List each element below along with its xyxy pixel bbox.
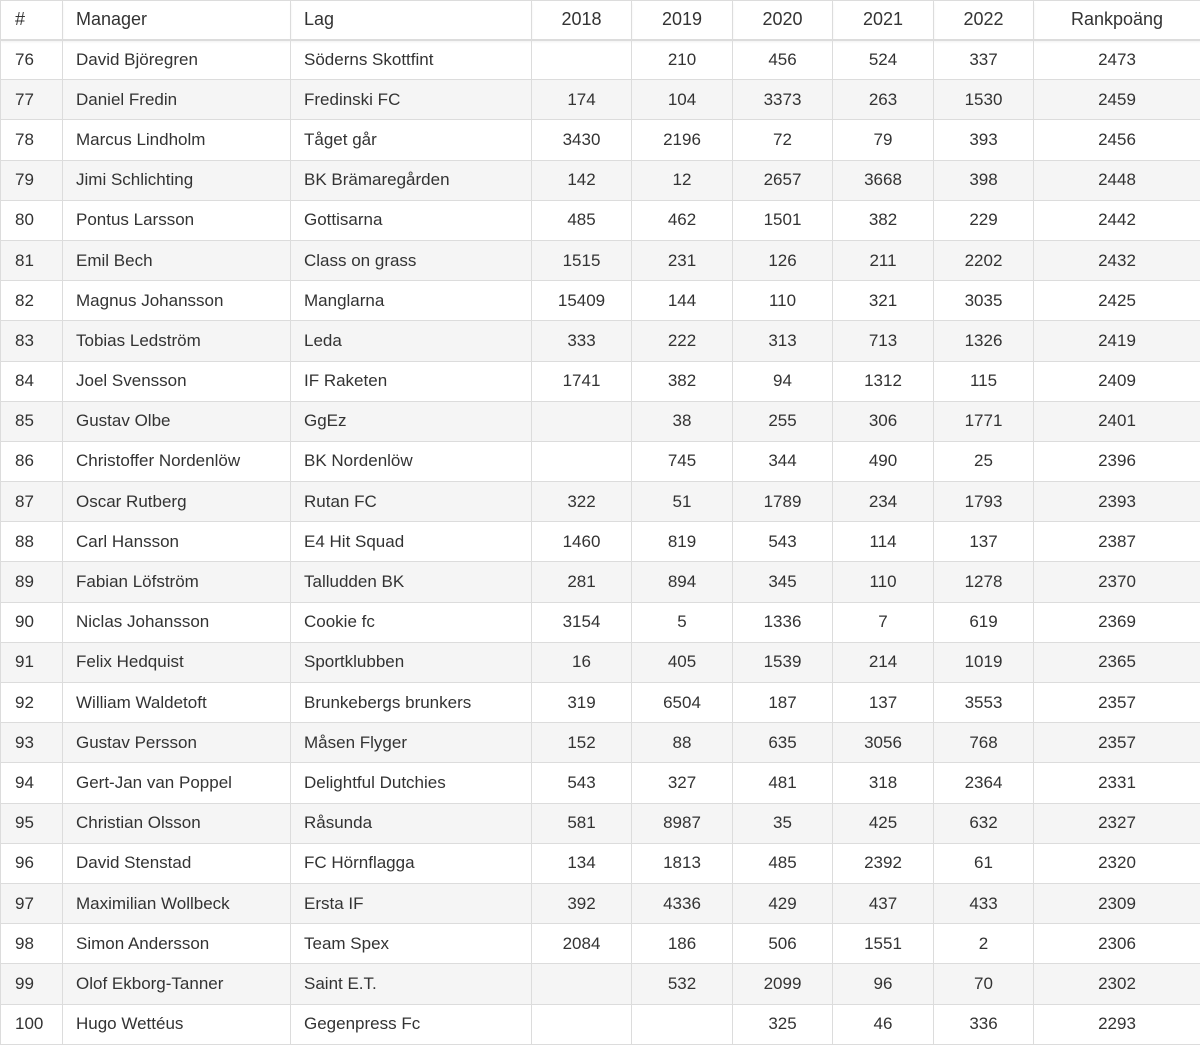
cell-team: Saint E.T. (291, 964, 532, 1004)
cell-rank-points: 2369 (1034, 602, 1200, 642)
cell-2018: 134 (532, 843, 632, 883)
cell-team: Cookie fc (291, 602, 532, 642)
cell-2018: 319 (532, 683, 632, 723)
table-row (1, 160, 1200, 200)
cell-2018: 543 (532, 763, 632, 803)
cell-rank: 94 (1, 763, 63, 803)
cell-rank-points: 2448 (1034, 160, 1200, 200)
cell-2020: 506 (733, 924, 833, 964)
cell-2021: 713 (833, 321, 934, 361)
col-header-2022[interactable]: 2022 (934, 1, 1034, 40)
cell-2018 (532, 1004, 632, 1044)
cell-2020: 187 (733, 683, 833, 723)
cell-2018: 485 (532, 200, 632, 240)
cell-rank: 84 (1, 361, 63, 401)
cell-2019: 51 (632, 482, 733, 522)
table-row (1, 843, 1200, 883)
cell-2022: 336 (934, 1004, 1034, 1044)
cell-2019: 186 (632, 924, 733, 964)
cell-team: Söderns Skottfint (291, 40, 532, 80)
cell-2019: 5 (632, 602, 733, 642)
cell-2021: 3668 (833, 160, 934, 200)
cell-rank-points: 2327 (1034, 803, 1200, 843)
cell-rank: 78 (1, 120, 63, 160)
cell-2019: 745 (632, 441, 733, 481)
cell-rank-points: 2309 (1034, 883, 1200, 923)
cell-2019: 231 (632, 240, 733, 280)
cell-2022: 1326 (934, 321, 1034, 361)
cell-2019: 382 (632, 361, 733, 401)
table-row (1, 642, 1200, 682)
cell-2019: 405 (632, 642, 733, 682)
cell-2020: 1501 (733, 200, 833, 240)
cell-rank: 77 (1, 80, 63, 120)
cell-rank: 83 (1, 321, 63, 361)
table-row (1, 602, 1200, 642)
cell-rank: 98 (1, 924, 63, 964)
cell-manager: Felix Hedquist (63, 642, 291, 682)
cell-rank-points: 2432 (1034, 240, 1200, 280)
cell-2020: 543 (733, 522, 833, 562)
cell-2021: 234 (833, 482, 934, 522)
table-row (1, 723, 1200, 763)
table-row (1, 964, 1200, 1004)
table-row (1, 803, 1200, 843)
cell-2019: 38 (632, 401, 733, 441)
cell-rank-points: 2473 (1034, 40, 1200, 80)
cell-manager: Gustav Persson (63, 723, 291, 763)
cell-2019: 894 (632, 562, 733, 602)
table-row (1, 522, 1200, 562)
cell-2018: 581 (532, 803, 632, 843)
cell-2022: 337 (934, 40, 1034, 80)
cell-team: BK Nordenlöw (291, 441, 532, 481)
cell-2020: 35 (733, 803, 833, 843)
cell-2022: 1771 (934, 401, 1034, 441)
cell-2022: 137 (934, 522, 1034, 562)
cell-2021: 490 (833, 441, 934, 481)
col-header-2019[interactable]: 2019 (632, 1, 733, 40)
cell-rank: 100 (1, 1004, 63, 1044)
cell-2020: 1336 (733, 602, 833, 642)
cell-rank-points: 2365 (1034, 642, 1200, 682)
cell-2019: 12 (632, 160, 733, 200)
cell-team: Ersta IF (291, 883, 532, 923)
cell-rank-points: 2396 (1034, 441, 1200, 481)
cell-2018: 174 (532, 80, 632, 120)
cell-team: Måsen Flyger (291, 723, 532, 763)
cell-rank-points: 2401 (1034, 401, 1200, 441)
cell-manager: Gustav Olbe (63, 401, 291, 441)
cell-2021: 321 (833, 281, 934, 321)
cell-team: FC Hörnflagga (291, 843, 532, 883)
cell-2018: 333 (532, 321, 632, 361)
cell-manager: Jimi Schlichting (63, 160, 291, 200)
cell-team: Class on grass (291, 240, 532, 280)
cell-2022: 398 (934, 160, 1034, 200)
cell-2020: 635 (733, 723, 833, 763)
cell-2021: 114 (833, 522, 934, 562)
cell-rank: 79 (1, 160, 63, 200)
cell-rank-points: 2293 (1034, 1004, 1200, 1044)
cell-team: Tåget går (291, 120, 532, 160)
cell-team: Leda (291, 321, 532, 361)
cell-2022: 768 (934, 723, 1034, 763)
cell-rank-points: 2306 (1034, 924, 1200, 964)
cell-2018: 16 (532, 642, 632, 682)
cell-rank: 87 (1, 482, 63, 522)
cell-rank: 85 (1, 401, 63, 441)
col-header-rank-points[interactable]: Rankpoäng (1034, 1, 1200, 40)
cell-team: Talludden BK (291, 562, 532, 602)
table-row (1, 200, 1200, 240)
cell-2020: 126 (733, 240, 833, 280)
cell-manager: Marcus Lindholm (63, 120, 291, 160)
cell-2020: 3373 (733, 80, 833, 120)
cell-rank-points: 2456 (1034, 120, 1200, 160)
cell-manager: Fabian Löfström (63, 562, 291, 602)
cell-rank: 97 (1, 883, 63, 923)
cell-team: Brunkebergs brunkers (291, 683, 532, 723)
cell-2022: 1019 (934, 642, 1034, 682)
cell-2020: 1539 (733, 642, 833, 682)
cell-2022: 1793 (934, 482, 1034, 522)
cell-2022: 70 (934, 964, 1034, 1004)
cell-2020: 255 (733, 401, 833, 441)
cell-2022: 1530 (934, 80, 1034, 120)
cell-2019: 2196 (632, 120, 733, 160)
cell-2018: 1460 (532, 522, 632, 562)
cell-manager: Oscar Rutberg (63, 482, 291, 522)
cell-team: Rutan FC (291, 482, 532, 522)
cell-rank-points: 2331 (1034, 763, 1200, 803)
cell-rank-points: 2459 (1034, 80, 1200, 120)
table-row (1, 361, 1200, 401)
cell-manager: Hugo Wettéus (63, 1004, 291, 1044)
cell-2019: 532 (632, 964, 733, 1004)
cell-rank-points: 2409 (1034, 361, 1200, 401)
cell-2018: 15409 (532, 281, 632, 321)
cell-team: Gegenpress Fc (291, 1004, 532, 1044)
cell-2022: 229 (934, 200, 1034, 240)
col-header-manager[interactable]: Manager (63, 1, 291, 40)
table-row (1, 240, 1200, 280)
cell-2019: 819 (632, 522, 733, 562)
cell-2019: 222 (632, 321, 733, 361)
table-row (1, 1004, 1200, 1044)
cell-2021: 96 (833, 964, 934, 1004)
cell-2021: 1312 (833, 361, 934, 401)
cell-2018 (532, 441, 632, 481)
cell-2018: 1741 (532, 361, 632, 401)
cell-2020: 72 (733, 120, 833, 160)
cell-team: BK Brämaregården (291, 160, 532, 200)
col-header-2021[interactable]: 2021 (833, 1, 934, 40)
cell-2021: 79 (833, 120, 934, 160)
cell-2020: 481 (733, 763, 833, 803)
cell-2020: 313 (733, 321, 833, 361)
cell-manager: Pontus Larsson (63, 200, 291, 240)
cell-manager: Daniel Fredin (63, 80, 291, 120)
table-row (1, 40, 1200, 80)
cell-2022: 632 (934, 803, 1034, 843)
cell-2018: 1515 (532, 240, 632, 280)
cell-rank: 96 (1, 843, 63, 883)
cell-2019: 4336 (632, 883, 733, 923)
cell-2020: 456 (733, 40, 833, 80)
cell-manager: Olof Ekborg-Tanner (63, 964, 291, 1004)
cell-2020: 345 (733, 562, 833, 602)
cell-manager: Emil Bech (63, 240, 291, 280)
cell-rank: 88 (1, 522, 63, 562)
table-row (1, 924, 1200, 964)
cell-rank-points: 2357 (1034, 683, 1200, 723)
table-row (1, 482, 1200, 522)
table-row (1, 80, 1200, 120)
cell-manager: Niclas Johansson (63, 602, 291, 642)
cell-rank-points: 2320 (1034, 843, 1200, 883)
cell-rank: 82 (1, 281, 63, 321)
cell-2022: 3553 (934, 683, 1034, 723)
table-row (1, 281, 1200, 321)
cell-2021: 524 (833, 40, 934, 80)
cell-rank-points: 2425 (1034, 281, 1200, 321)
col-header-rank[interactable]: # (1, 1, 63, 40)
cell-2020: 94 (733, 361, 833, 401)
cell-2021: 318 (833, 763, 934, 803)
cell-rank: 91 (1, 642, 63, 682)
cell-manager: Magnus Johansson (63, 281, 291, 321)
col-header-2018[interactable]: 2018 (532, 1, 632, 40)
cell-rank-points: 2387 (1034, 522, 1200, 562)
cell-2022: 619 (934, 602, 1034, 642)
cell-2018 (532, 401, 632, 441)
cell-manager: Gert-Jan van Poppel (63, 763, 291, 803)
cell-2021: 110 (833, 562, 934, 602)
cell-2019: 1813 (632, 843, 733, 883)
header-row (1, 1, 1200, 40)
cell-2020: 429 (733, 883, 833, 923)
cell-team: Sportklubben (291, 642, 532, 682)
cell-rank-points: 2370 (1034, 562, 1200, 602)
cell-manager: Maximilian Wollbeck (63, 883, 291, 923)
cell-rank-points: 2419 (1034, 321, 1200, 361)
cell-2022: 2364 (934, 763, 1034, 803)
cell-manager: Carl Hansson (63, 522, 291, 562)
cell-2020: 110 (733, 281, 833, 321)
cell-2021: 7 (833, 602, 934, 642)
cell-2019: 6504 (632, 683, 733, 723)
cell-rank: 90 (1, 602, 63, 642)
cell-team: Delightful Dutchies (291, 763, 532, 803)
cell-manager: Christian Olsson (63, 803, 291, 843)
cell-2020: 1789 (733, 482, 833, 522)
cell-2020: 2657 (733, 160, 833, 200)
table-row (1, 763, 1200, 803)
cell-2018: 142 (532, 160, 632, 200)
cell-team: Team Spex (291, 924, 532, 964)
cell-2022: 1278 (934, 562, 1034, 602)
col-header-2020[interactable]: 2020 (733, 1, 833, 40)
cell-2019: 210 (632, 40, 733, 80)
table-row (1, 883, 1200, 923)
cell-2019: 144 (632, 281, 733, 321)
cell-2021: 437 (833, 883, 934, 923)
cell-2020: 325 (733, 1004, 833, 1044)
cell-team: Manglarna (291, 281, 532, 321)
cell-2018: 3430 (532, 120, 632, 160)
cell-2021: 46 (833, 1004, 934, 1044)
cell-2022: 2 (934, 924, 1034, 964)
cell-rank: 80 (1, 200, 63, 240)
cell-manager: Christoffer Nordenlöw (63, 441, 291, 481)
cell-2021: 306 (833, 401, 934, 441)
cell-2021: 1551 (833, 924, 934, 964)
table-row (1, 120, 1200, 160)
cell-2021: 2392 (833, 843, 934, 883)
cell-2021: 214 (833, 642, 934, 682)
cell-rank-points: 2442 (1034, 200, 1200, 240)
cell-rank: 92 (1, 683, 63, 723)
cell-2018: 392 (532, 883, 632, 923)
cell-2022: 3035 (934, 281, 1034, 321)
cell-2020: 2099 (733, 964, 833, 1004)
cell-2018 (532, 964, 632, 1004)
cell-rank-points: 2357 (1034, 723, 1200, 763)
cell-2018: 2084 (532, 924, 632, 964)
cell-team: GgEz (291, 401, 532, 441)
cell-rank: 93 (1, 723, 63, 763)
table-row (1, 441, 1200, 481)
cell-2022: 2202 (934, 240, 1034, 280)
cell-rank-points: 2302 (1034, 964, 1200, 1004)
cell-2020: 485 (733, 843, 833, 883)
cell-team: E4 Hit Squad (291, 522, 532, 562)
cell-rank: 89 (1, 562, 63, 602)
cell-2022: 393 (934, 120, 1034, 160)
cell-manager: David Stenstad (63, 843, 291, 883)
cell-2019 (632, 1004, 733, 1044)
cell-2021: 3056 (833, 723, 934, 763)
cell-2018: 152 (532, 723, 632, 763)
cell-2022: 433 (934, 883, 1034, 923)
cell-rank-points: 2393 (1034, 482, 1200, 522)
cell-2022: 61 (934, 843, 1034, 883)
cell-2021: 425 (833, 803, 934, 843)
cell-rank: 86 (1, 441, 63, 481)
cell-2018: 281 (532, 562, 632, 602)
cell-2018 (532, 40, 632, 80)
cell-2018: 322 (532, 482, 632, 522)
table-row (1, 401, 1200, 441)
cell-manager: David Björegren (63, 40, 291, 80)
cell-2019: 462 (632, 200, 733, 240)
cell-2019: 104 (632, 80, 733, 120)
cell-rank: 76 (1, 40, 63, 80)
cell-team: Råsunda (291, 803, 532, 843)
cell-2022: 25 (934, 441, 1034, 481)
cell-2022: 115 (934, 361, 1034, 401)
cell-2019: 88 (632, 723, 733, 763)
cell-team: Gottisarna (291, 200, 532, 240)
cell-team: Fredinski FC (291, 80, 532, 120)
cell-2021: 137 (833, 683, 934, 723)
col-header-team[interactable]: Lag (291, 1, 532, 40)
cell-manager: Joel Svensson (63, 361, 291, 401)
table-row (1, 683, 1200, 723)
cell-2021: 263 (833, 80, 934, 120)
cell-2021: 382 (833, 200, 934, 240)
table-row (1, 321, 1200, 361)
cell-2019: 327 (632, 763, 733, 803)
cell-rank: 81 (1, 240, 63, 280)
cell-2021: 211 (833, 240, 934, 280)
cell-team: IF Raketen (291, 361, 532, 401)
cell-2020: 344 (733, 441, 833, 481)
cell-2019: 8987 (632, 803, 733, 843)
cell-manager: Tobias Ledström (63, 321, 291, 361)
cell-rank: 95 (1, 803, 63, 843)
cell-2018: 3154 (532, 602, 632, 642)
table-row (1, 562, 1200, 602)
cell-manager: Simon Andersson (63, 924, 291, 964)
cell-manager: William Waldetoft (63, 683, 291, 723)
cell-rank: 99 (1, 964, 63, 1004)
